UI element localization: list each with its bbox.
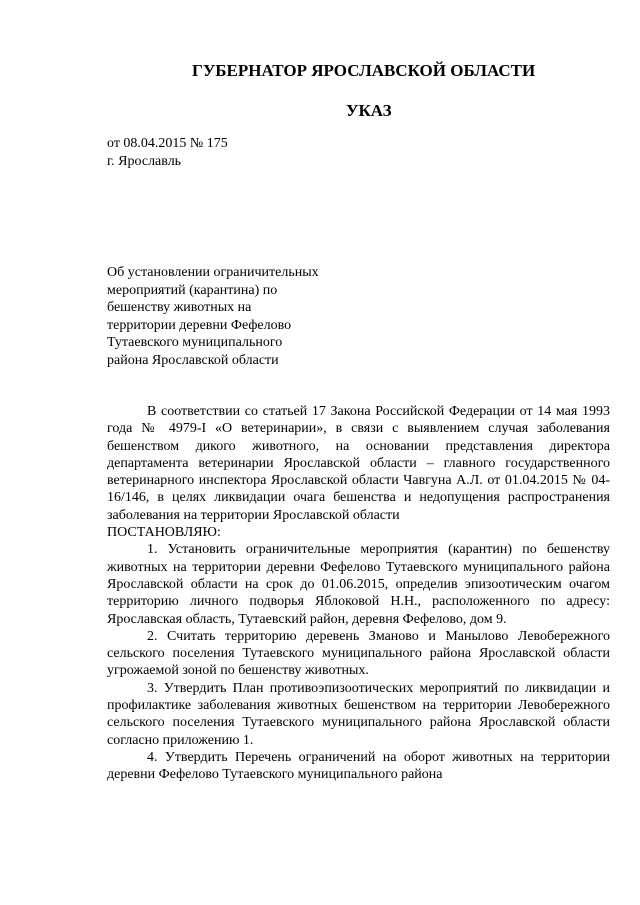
- subject-line: бешенству животных на: [107, 300, 252, 315]
- decree-item: 3. Утвердить План противоэпизоотических мероприятий по ликвидации и профилактике заболевания животных бешенством на территории Левобережного сельского поселения Тутаевского муниципального района Ярославской области согласно приложению 1.: [107, 680, 610, 748]
- document-meta: [107, 135, 228, 171]
- date-number: от 08.04.2015 № 175: [107, 136, 228, 151]
- document-body: [107, 403, 610, 784]
- decree-item: 2. Считать территорию деревень Зманово и Манылово Левобережного сельского поселения Тутаевского муниципального района Ярославской области угрожаемой зоной по бешенству животных.: [107, 628, 610, 679]
- subject-line: Об установлении ограничительных: [107, 265, 319, 280]
- subject-line: района Ярославской области: [107, 352, 279, 368]
- subject-line: мероприятий (карантина) по: [107, 282, 278, 298]
- decree-item: 1. Установить ограничительные мероприятия (карантин) по бешенству животных на территории деревни Фефелово Тутаевского муниципального района Ярославской области на срок до 01.06.2015, определив эпизоотическим очагом территорию личного подворья Яблоковой Н.Н., расположенного по адресу: Ярославская область, Тутаевский район, деревня Фефелово, дом 9.: [107, 542, 610, 627]
- subject-line: территории деревни Фефелово: [107, 317, 292, 333]
- document-subject: [107, 264, 319, 369]
- city: г. Ярославль: [107, 154, 182, 169]
- subject-line: Тутаевского муниципального: [107, 335, 283, 350]
- decree-word: ПОСТАНОВЛЯЮ:: [107, 525, 221, 541]
- issuer-title: ГУБЕРНАТОР ЯРОСЛАВСКОЙ ОБЛАСТИ: [192, 61, 536, 80]
- decree-item: 4. Утвердить Перечень ограничений на оборот животных на территории деревни Фефелово Тутаевского муниципального района: [107, 749, 610, 783]
- preamble-paragraph: В соответствии со статьей 17 Закона Российской Федерации от 14 мая 1993 года № 4979-I «О ветеринарии», в связи с выявлением случая заболевания бешенством дикого животного, на основании представления директора департамента ветеринарии Ярославской области – главного государственного ветеринарного инспектора Ярославской области Чавгуна А.Л. от 01.04.2015 № 04-16/146, в целях ликвидации очага бешенства и недопущения распространения заболевания на территории Ярославской области: [107, 404, 610, 523]
- document-type: УКАЗ: [346, 101, 392, 120]
